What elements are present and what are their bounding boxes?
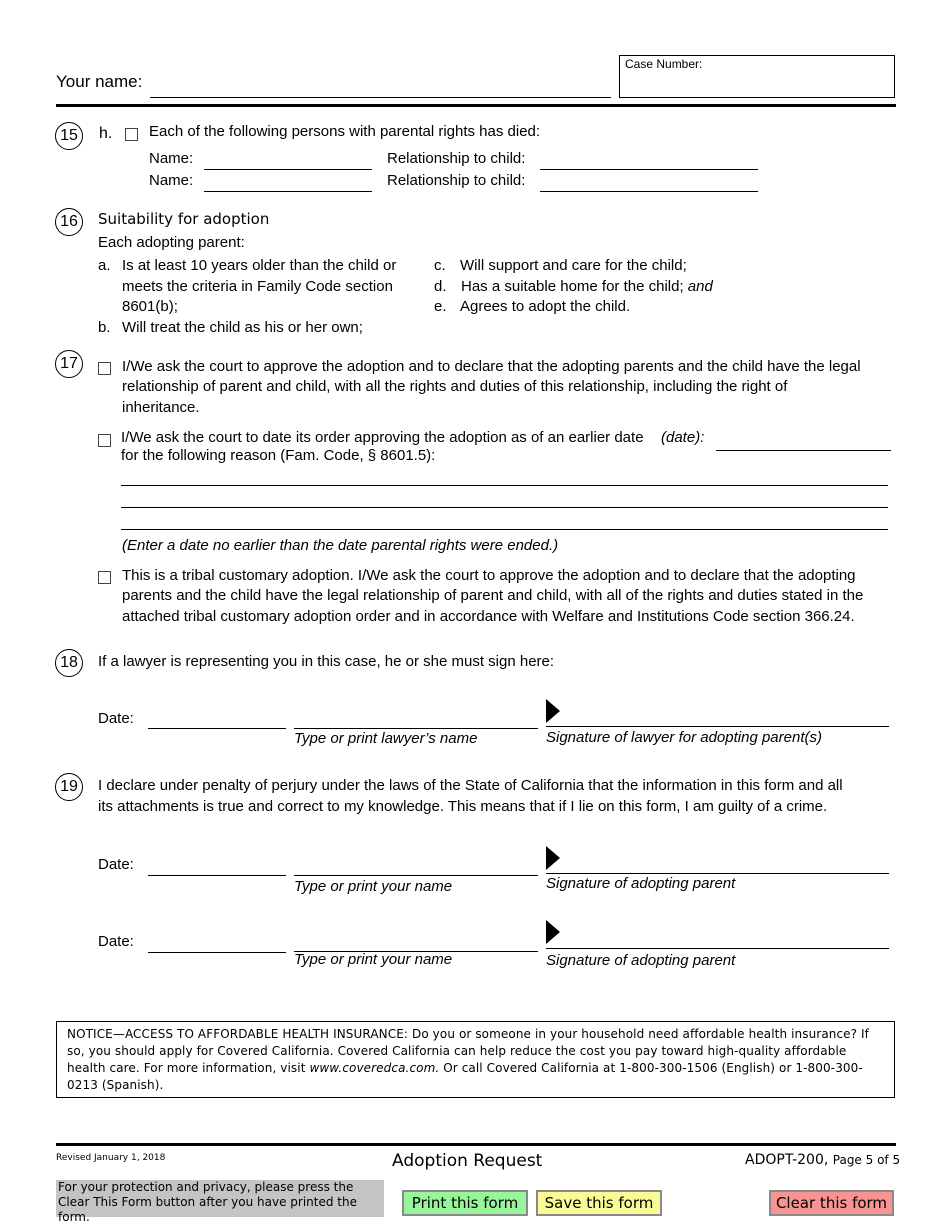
item-18-signature-caption: Signature of lawyer for adopting parent(s) <box>546 729 822 746</box>
item-16-title: Suitability for adoption <box>98 210 270 228</box>
clear-form-button[interactable]: Clear this form <box>769 1190 894 1216</box>
item-18-number: 18 <box>55 649 83 677</box>
item-17-option3-line3: attached tribal customary adoption order and in accordance with Welfare and Institutions Code section 366.24. <box>122 608 855 625</box>
item-19-signature-field-2[interactable] <box>546 948 889 949</box>
your-name-label: Your name: <box>56 72 143 91</box>
item-19-signature-caption-2: Signature of adopting parent <box>546 952 736 969</box>
health-insurance-notice <box>56 1021 895 1098</box>
item-19-number: 19 <box>55 773 83 801</box>
form-title: Adoption Request <box>392 1151 543 1171</box>
item-17-reason-line-2[interactable] <box>121 507 888 508</box>
item-19-date-field-2[interactable] <box>148 952 286 953</box>
item-16-c-text: Will support and care for the child; <box>460 257 687 274</box>
item-16-a-text-1: Is at least 10 years older than the child or <box>122 257 397 274</box>
item-15-relationship-label: Relationship to child: <box>387 150 526 167</box>
item-17-number: 17 <box>55 350 83 378</box>
item-16-a-text-2: meets the criteria in Family Code section <box>122 278 393 295</box>
item-17-reason-line-3[interactable] <box>121 529 888 530</box>
item-17-option1-line1: I/We ask the court to approve the adoption and to declare that the adopting parents and the child have the legal <box>122 358 861 375</box>
item-19-signature-caption-1: Signature of adopting parent <box>546 875 736 892</box>
item-17-option3-line1: This is a tribal customary adoption. I/We ask the court to approve the adoption and to declare that the adopting <box>122 567 856 584</box>
item-16-d-and: and <box>687 278 713 295</box>
item-19-date-label-2: Date: <box>98 933 134 950</box>
item-19-text-line2: its attachments is true and correct to my knowledge. This means that if I lie on this form, I am guilty of a crime. <box>98 798 828 815</box>
item-16-e-letter: e. <box>434 298 447 315</box>
item-17-option3-checkbox[interactable] <box>98 571 111 584</box>
item-19-name-caption-1: Type or print your name <box>294 878 453 895</box>
item-15-relationship-field-2[interactable] <box>540 191 758 192</box>
item-18-date-field[interactable] <box>148 728 286 729</box>
item-19-name-field-1[interactable] <box>294 875 538 876</box>
save-form-button[interactable]: Save this form <box>536 1190 662 1216</box>
item-15-relationship-label: Relationship to child: <box>387 172 526 189</box>
item-16-e-text: Agrees to adopt the child. <box>460 298 631 315</box>
form-id-line <box>745 1152 900 1168</box>
item-19-date-label-1: Date: <box>98 856 134 873</box>
item-15-text: Each of the following persons with parental rights has died: <box>149 123 541 140</box>
item-19-signature-field-1[interactable] <box>546 873 889 874</box>
item-17-option2-text: I/We ask the court to date its order approving the adoption as of an earlier date <box>121 429 644 446</box>
privacy-note: For your protection and privacy, please press the Clear This Form button after you have printed the form. <box>56 1180 384 1217</box>
item-17-option2-reason: for the following reason (Fam. Code, § 8601.5): <box>121 447 436 464</box>
notice-heading: NOTICE—ACCESS TO AFFORDABLE HEALTH INSURANCE: <box>67 1027 409 1041</box>
revised-date: Revised January 1, 2018 <box>56 1153 166 1163</box>
item-17-option1-line3: inheritance. <box>122 399 200 416</box>
signature-arrow-icon <box>546 920 560 944</box>
item-17-option3-line2: parents and the child have the legal relationship of parent and child, with all of the rights and duties stated in the <box>122 587 864 604</box>
item-18-lawyer-name-field[interactable] <box>294 728 538 729</box>
item-15-number: 15 <box>55 122 83 150</box>
item-18-signature-field[interactable] <box>546 726 889 727</box>
page-number: Page 5 of 5 <box>832 1153 901 1167</box>
item-15-relationship-field-1[interactable] <box>540 169 758 170</box>
print-form-button[interactable]: Print this form <box>402 1190 528 1216</box>
item-17-earlier-date-field[interactable] <box>716 450 891 451</box>
item-16-d-line <box>461 278 713 295</box>
item-17-option2-date-label: (date): <box>661 429 705 446</box>
footer-rule <box>56 1143 896 1146</box>
item-15-name-field-2[interactable] <box>204 191 372 192</box>
item-19-name-caption-2: Type or print your name <box>294 951 453 968</box>
item-15-name-label: Name: <box>149 172 194 189</box>
item-17-option2-note: (Enter a date no earlier than the date parental rights were ended.) <box>122 537 559 554</box>
item-16-number: 16 <box>55 208 83 236</box>
item-16-b-text: Will treat the child as his or her own; <box>122 319 363 336</box>
item-18-text: If a lawyer is representing you in this case, he or she must sign here: <box>98 653 555 670</box>
item-17-option2-checkbox[interactable] <box>98 434 111 447</box>
item-16-d-text: Has a suitable home for the child; <box>461 278 684 295</box>
your-name-field[interactable] <box>150 97 611 98</box>
item-15-name-field-1[interactable] <box>204 169 372 170</box>
notice-text-1: Do you or someone in your household need affordable health insurance? If so, you should apply for Covered California. Covered California can help reduce the cost you pay toward high-quality affordable health care. For more information, visit <box>67 1027 870 1075</box>
form-id: ADOPT-200, <box>745 1152 829 1168</box>
signature-arrow-icon <box>546 846 560 870</box>
item-16-intro: Each adopting parent: <box>98 234 245 251</box>
item-16-a-text-3: 8601(b); <box>122 298 178 315</box>
header-rule <box>56 104 896 107</box>
item-17-option1-checkbox[interactable] <box>98 362 111 375</box>
item-16-b-letter: b. <box>98 319 111 336</box>
item-19-date-field-1[interactable] <box>148 875 286 876</box>
item-18-name-caption: Type or print lawyer’s name <box>294 730 478 747</box>
item-15-name-label: Name: <box>149 150 194 167</box>
item-16-d-letter: d. <box>434 278 447 295</box>
item-17-reason-line-1[interactable] <box>121 485 888 486</box>
notice-url[interactable]: www.coveredca.com. <box>309 1061 440 1075</box>
item-15-letter: h. <box>99 125 113 142</box>
item-16-c-letter: c. <box>434 257 446 274</box>
item-18-date-label: Date: <box>98 710 134 727</box>
signature-arrow-icon <box>546 699 560 723</box>
item-15h-checkbox[interactable] <box>125 128 138 141</box>
item-17-option1-line2: relationship of parent and child, with all the rights and duties of this relationship, including the right of <box>122 378 788 395</box>
notice-text-2: Or call Covered California at 1-800-300-1506 (English) or 1-800-300-0213 (Spanish). <box>67 1061 863 1092</box>
item-19-text-line1: I declare under penalty of perjury under the laws of the State of California that the information in this form and all <box>98 777 843 794</box>
case-number-box[interactable] <box>619 55 895 98</box>
item-16-a-letter: a. <box>98 257 111 274</box>
case-number-label: Case Number: <box>625 57 703 71</box>
